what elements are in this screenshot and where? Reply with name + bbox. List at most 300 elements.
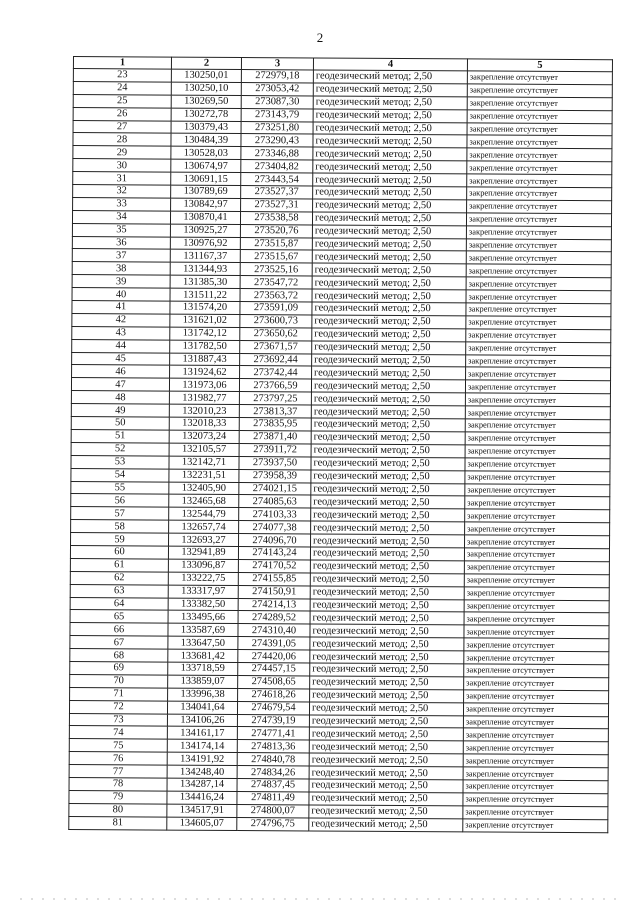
fixation-cell: закрепление отсутствует <box>464 599 609 613</box>
method-cell: геодезический метод; 2,50 <box>309 702 463 716</box>
coordinate-x: 130976,92 <box>170 237 240 250</box>
coordinate-x: 134041,64 <box>167 701 237 714</box>
coordinate-x: 131167,37 <box>170 250 240 263</box>
coordinate-y: 273290,43 <box>241 134 313 147</box>
coordinate-x: 130925,27 <box>170 224 240 237</box>
method-cell: геодезический метод; 2,50 <box>309 792 463 806</box>
fixation-cell: закрепление отсутствует <box>464 587 609 601</box>
coordinate-y: 273515,67 <box>240 250 312 263</box>
point-number: 27 <box>73 120 171 133</box>
fixation-cell: закрепление отсутствует <box>466 277 611 291</box>
coordinate-y: 273797,25 <box>239 392 311 405</box>
method-cell: геодезический метод; 2,50 <box>311 521 465 535</box>
coordinate-x: 134416,24 <box>167 791 237 804</box>
point-number: 66 <box>70 623 168 636</box>
scan-edge-dots <box>0 896 640 902</box>
coordinate-y: 274796,75 <box>237 817 309 830</box>
coordinate-x: 132405,90 <box>169 482 239 495</box>
coordinate-y: 273766,59 <box>239 379 311 392</box>
coordinate-y: 273527,31 <box>241 198 313 211</box>
coordinate-y: 273671,57 <box>240 340 312 353</box>
method-cell: геодезический метод; 2,50 <box>313 122 467 136</box>
fixation-cell: закрепление отсутствует <box>467 71 612 85</box>
coordinate-x: 133587,69 <box>168 623 238 636</box>
coordinate-x: 130484,39 <box>171 134 241 147</box>
coordinate-y: 273527,37 <box>241 186 313 199</box>
column-header-1: 1 <box>73 57 171 70</box>
coordinate-x: 133382,50 <box>168 598 238 611</box>
table-body <box>69 69 613 833</box>
coordinate-x: 130250,01 <box>171 69 241 82</box>
fixation-cell: закрепление отсутствует <box>466 303 611 317</box>
fixation-cell: закрепление отсутствует <box>463 793 608 807</box>
point-number: 52 <box>71 442 169 455</box>
point-number: 65 <box>70 610 168 623</box>
coordinate-x: 133996,38 <box>168 688 238 701</box>
fixation-cell: закрепление отсутствует <box>465 393 610 407</box>
point-number: 74 <box>69 726 167 739</box>
point-number: 33 <box>73 197 171 210</box>
coordinate-y: 274834,26 <box>237 766 309 779</box>
coordinate-y: 274289,52 <box>238 611 310 624</box>
point-number: 40 <box>72 288 170 301</box>
method-cell: геодезический метод; 2,50 <box>312 328 466 342</box>
coordinate-y: 273346,88 <box>241 147 313 160</box>
coordinate-x: 134248,40 <box>167 765 237 778</box>
coordinate-x: 131385,30 <box>170 275 240 288</box>
coordinate-y: 274618,26 <box>238 688 310 701</box>
coordinate-y: 273958,39 <box>239 469 311 482</box>
point-number: 30 <box>73 159 171 172</box>
coordinate-y: 274085,63 <box>239 495 311 508</box>
coordinate-y: 273692,44 <box>240 353 312 366</box>
method-cell: геодезический метод; 2,50 <box>312 250 466 264</box>
coordinate-x: 133859,07 <box>168 675 238 688</box>
point-number: 26 <box>73 107 171 120</box>
coordinate-y: 273591,09 <box>240 302 312 315</box>
coordinate-y: 274391,05 <box>238 637 310 650</box>
fixation-cell: закрепление отсутствует <box>463 754 608 768</box>
fixation-cell: закрепление отсутствует <box>465 535 610 549</box>
method-cell: геодезический метод; 2,50 <box>311 457 465 471</box>
point-number: 42 <box>72 313 170 326</box>
coordinate-x: 132073,24 <box>169 430 239 443</box>
fixation-cell: закрепление отсутствует <box>466 290 611 304</box>
method-cell: геодезический метод; 2,50 <box>310 637 464 651</box>
method-cell: геодезический метод; 2,50 <box>309 818 463 832</box>
fixation-cell: закрепление отсутствует <box>466 329 611 343</box>
coordinate-x: 134106,26 <box>167 714 237 727</box>
fixation-cell: закрепление отсутствует <box>467 135 612 149</box>
coordinate-y: 273087,30 <box>241 95 313 108</box>
coordinate-y: 273525,16 <box>240 263 312 276</box>
coordinate-y: 274840,78 <box>237 753 309 766</box>
fixation-cell: закрепление отсутствует <box>465 522 610 536</box>
coordinate-x: 130379,43 <box>171 121 241 134</box>
coordinate-x: 132941,89 <box>168 546 238 559</box>
coordinate-x: 132018,33 <box>169 417 239 430</box>
coordinate-y: 274143,24 <box>238 546 310 559</box>
method-cell: геодезический метод; 2,50 <box>312 225 466 239</box>
coordinate-y: 273742,44 <box>240 366 312 379</box>
fixation-cell: закрепление отсутствует <box>467 161 612 175</box>
fixation-cell: закрепление отсутствует <box>463 780 608 794</box>
point-number: 78 <box>69 777 167 790</box>
column-header-5: 5 <box>467 59 612 72</box>
point-number: 57 <box>71 507 169 520</box>
method-cell: геодезический метод; 2,50 <box>311 534 465 548</box>
fixation-cell: закрепление отсутствует <box>465 509 610 523</box>
coordinate-x: 133718,59 <box>168 662 238 675</box>
coordinate-x: 131574,20 <box>170 301 240 314</box>
coordinate-y: 274096,70 <box>239 534 311 547</box>
fixation-cell: закрепление отсутствует <box>465 471 610 485</box>
coordinate-x: 133096,87 <box>168 559 238 572</box>
column-header-2: 2 <box>171 57 241 69</box>
coordinate-y: 273538,58 <box>240 211 312 224</box>
method-cell: геодезический метод; 2,50 <box>311 482 465 496</box>
point-number: 55 <box>71 481 169 494</box>
coordinate-y: 274077,38 <box>239 521 311 534</box>
coordinate-y: 274739,19 <box>237 714 309 727</box>
coordinate-y: 273547,72 <box>240 276 312 289</box>
method-cell: геодезический метод; 2,50 <box>309 714 463 728</box>
point-number: 43 <box>72 326 170 339</box>
method-cell: геодезический метод; 2,50 <box>310 676 464 690</box>
point-number: 69 <box>70 661 168 674</box>
table-row <box>69 816 608 832</box>
method-cell: геодезический метод; 2,50 <box>311 508 465 522</box>
coordinate-x: 133495,66 <box>168 610 238 623</box>
coordinate-x: 133681,42 <box>168 649 238 662</box>
method-cell: геодезический метод; 2,50 <box>313 96 467 110</box>
coordinate-y: 273520,76 <box>240 224 312 237</box>
point-number: 77 <box>69 765 167 778</box>
fixation-cell: закрепление отсутствует <box>467 84 612 98</box>
point-number: 80 <box>69 803 167 816</box>
point-number: 67 <box>70 636 168 649</box>
point-number: 64 <box>70 597 168 610</box>
fixation-cell: закрепление отсутствует <box>465 496 610 510</box>
fixation-cell: закрепление отсутствует <box>467 187 612 201</box>
point-number: 34 <box>72 210 170 223</box>
coordinate-y: 273143,79 <box>241 108 313 121</box>
point-number: 50 <box>71 417 169 430</box>
coordinate-y: 273835,95 <box>239 418 311 431</box>
coordinate-y: 273650,62 <box>240 327 312 340</box>
coordinate-x: 134174,14 <box>167 739 237 752</box>
coordinate-x: 134517,91 <box>167 804 237 817</box>
coordinate-x: 130250,10 <box>171 82 241 95</box>
fixation-cell: закрепление отсутствует <box>466 316 611 330</box>
method-cell: геодезический метод; 2,50 <box>309 727 463 741</box>
coordinate-x: 133317,97 <box>168 585 238 598</box>
method-cell: геодезический метод; 2,50 <box>311 392 465 406</box>
method-cell: геодезический метод; 2,50 <box>312 315 466 329</box>
method-cell: геодезический метод; 2,50 <box>310 560 464 574</box>
coordinate-x: 132105,57 <box>169 443 239 456</box>
coordinate-y: 273515,87 <box>240 237 312 250</box>
coordinate-x: 130691,15 <box>171 172 241 185</box>
coordinate-x: 131924,62 <box>170 366 240 379</box>
coordinate-x: 130272,78 <box>171 108 241 121</box>
coordinate-y: 273911,72 <box>239 443 311 456</box>
method-cell: геодезический метод; 2,50 <box>313 70 467 84</box>
coordinate-x: 134605,07 <box>167 817 237 830</box>
coordinate-x: 134161,17 <box>167 727 237 740</box>
method-cell: геодезический метод; 2,50 <box>313 83 467 97</box>
point-number: 60 <box>70 545 168 558</box>
method-cell: геодезический метод; 2,50 <box>312 276 466 290</box>
method-cell: геодезический метод; 2,50 <box>311 470 465 484</box>
point-number: 61 <box>70 558 168 571</box>
coordinate-y: 274310,40 <box>238 624 310 637</box>
fixation-cell: закрепление отсутствует <box>464 561 609 575</box>
method-cell: геодезический метод; 2,50 <box>309 753 463 767</box>
point-number: 54 <box>71 468 169 481</box>
point-number: 53 <box>71 455 169 468</box>
coordinate-x: 132231,51 <box>169 469 239 482</box>
method-cell: геодезический метод; 2,50 <box>311 495 465 509</box>
coordinate-y: 274771,41 <box>237 727 309 740</box>
fixation-cell: закрепление отсутствует <box>464 548 609 562</box>
fixation-cell: закрепление отсутствует <box>465 419 610 433</box>
point-number: 36 <box>72 236 170 249</box>
coordinate-y: 274155,85 <box>238 572 310 585</box>
point-number: 58 <box>71 520 169 533</box>
method-cell: геодезический метод; 2,50 <box>313 109 467 123</box>
fixation-cell: закрепление отсутствует <box>463 819 608 833</box>
fixation-cell: закрепление отсутствует <box>464 574 609 588</box>
coordinate-y: 274420,06 <box>238 650 310 663</box>
coordinate-y: 274214,13 <box>238 598 310 611</box>
point-number: 25 <box>73 94 171 107</box>
coordinate-x: 132010,23 <box>169 404 239 417</box>
method-cell: геодезический метод; 2,50 <box>309 766 463 780</box>
coordinate-y: 274170,52 <box>238 559 310 572</box>
fixation-cell: закрепление отсутствует <box>464 651 609 665</box>
method-cell: геодезический метод; 2,50 <box>310 611 464 625</box>
coordinate-x: 131887,43 <box>170 353 240 366</box>
point-number: 35 <box>72 223 170 236</box>
method-cell: геодезический метод; 2,50 <box>313 160 467 174</box>
point-number: 68 <box>70 649 168 662</box>
coordinate-x: 131973,06 <box>169 378 239 391</box>
coordinate-y: 273871,40 <box>239 430 311 443</box>
fixation-cell: закрепление отсутствует <box>464 625 609 639</box>
point-number: 48 <box>71 391 169 404</box>
method-cell: геодезический метод; 2,50 <box>311 444 465 458</box>
point-number: 29 <box>73 146 171 159</box>
point-number: 51 <box>71 429 169 442</box>
method-cell: геодезический метод; 2,50 <box>310 650 464 664</box>
coordinate-x: 132657,74 <box>169 520 239 533</box>
point-number: 62 <box>70 571 168 584</box>
fixation-cell: закрепление отсутствует <box>465 406 610 420</box>
coordinate-x: 130269,50 <box>171 95 241 108</box>
fixation-cell: закрепление отсутствует <box>467 97 612 111</box>
method-cell: геодезический метод; 2,50 <box>309 805 463 819</box>
coordinate-y: 273404,82 <box>241 160 313 173</box>
coordinate-x: 130870,41 <box>170 211 240 224</box>
method-cell: геодезический метод; 2,50 <box>312 212 466 226</box>
coordinate-x: 133647,50 <box>168 636 238 649</box>
coordinate-x: 131621,02 <box>170 314 240 327</box>
coordinate-x: 131511,22 <box>170 288 240 301</box>
point-number: 45 <box>72 352 170 365</box>
coordinate-y: 274103,33 <box>239 508 311 521</box>
point-number: 39 <box>72 275 170 288</box>
method-cell: геодезический метод; 2,50 <box>312 366 466 380</box>
point-number: 59 <box>71 533 169 546</box>
method-cell: геодезический метод; 2,50 <box>310 663 464 677</box>
column-header-4: 4 <box>313 58 467 71</box>
coordinate-y: 274457,15 <box>238 662 310 675</box>
method-cell: геодезический метод; 2,50 <box>310 573 464 587</box>
point-number: 28 <box>73 133 171 146</box>
fixation-cell: закрепление отсутствует <box>467 122 612 136</box>
method-cell: геодезический метод; 2,50 <box>310 547 464 561</box>
fixation-cell: закрепление отсутствует <box>466 264 611 278</box>
point-number: 46 <box>72 365 170 378</box>
coordinate-y: 274800,07 <box>237 804 309 817</box>
point-number: 75 <box>69 739 167 752</box>
point-number: 49 <box>71 404 169 417</box>
point-number: 41 <box>72 301 170 314</box>
coordinate-y: 273443,54 <box>241 173 313 186</box>
fixation-cell: закрепление отсутствует <box>466 213 611 227</box>
method-cell: геодезический метод; 2,50 <box>310 689 464 703</box>
coordinate-x: 131742,12 <box>170 327 240 340</box>
coordinate-y: 273251,80 <box>241 121 313 134</box>
coordinate-y: 273937,50 <box>239 456 311 469</box>
method-cell: геодезический метод; 2,50 <box>312 263 466 277</box>
point-number: 73 <box>69 713 167 726</box>
method-cell: геодезический метод; 2,50 <box>311 405 465 419</box>
fixation-cell: закрепление отсутствует <box>466 342 611 356</box>
method-cell: геодезический метод; 2,50 <box>312 289 466 303</box>
coordinates-table <box>68 56 613 833</box>
coordinate-x: 130528,03 <box>171 146 241 159</box>
coordinate-y: 274837,45 <box>237 779 309 792</box>
fixation-cell: закрепление отсутствует <box>467 148 612 162</box>
coordinate-x: 130842,97 <box>171 198 241 211</box>
method-cell: геодезический метод; 2,50 <box>313 173 467 187</box>
fixation-cell: закрепление отсутствует <box>465 458 610 472</box>
coordinate-y: 273563,72 <box>240 289 312 302</box>
method-cell: геодезический метод; 2,50 <box>313 134 467 148</box>
coordinate-y: 274813,36 <box>237 740 309 753</box>
point-number: 38 <box>72 262 170 275</box>
fixation-cell: закрепление отсутствует <box>466 354 611 368</box>
coordinate-x: 130674,97 <box>171 159 241 172</box>
fixation-cell: закрепление отсутствует <box>466 251 611 265</box>
coordinate-y: 273813,37 <box>239 405 311 418</box>
fixation-cell: закрепление отсутствует <box>466 238 611 252</box>
method-cell: геодезический метод; 2,50 <box>311 418 465 432</box>
point-number: 23 <box>73 69 171 82</box>
point-number: 76 <box>69 752 167 765</box>
method-cell: геодезический метод; 2,50 <box>309 779 463 793</box>
coordinate-y: 274508,65 <box>238 675 310 688</box>
point-number: 63 <box>70 584 168 597</box>
fixation-cell: закрепление отсутствует <box>467 174 612 188</box>
point-number: 31 <box>73 172 171 185</box>
page-number: 2 <box>316 30 324 45</box>
fixation-cell: закрепление отсутствует <box>463 703 608 717</box>
method-cell: геодезический метод; 2,50 <box>311 431 465 445</box>
point-number: 70 <box>70 674 168 687</box>
fixation-cell: закрепление отсутствует <box>464 677 609 691</box>
point-number: 24 <box>73 81 171 94</box>
point-number: 81 <box>69 816 167 829</box>
coordinate-x: 130789,69 <box>171 185 241 198</box>
method-cell: геодезический метод; 2,50 <box>312 302 466 316</box>
method-cell: геодезический метод; 2,50 <box>310 586 464 600</box>
fixation-cell: закрепление отсутствует <box>464 612 609 626</box>
coordinate-x: 134287,14 <box>167 778 237 791</box>
fixation-cell: закрепление отсутствует <box>466 367 611 381</box>
method-cell: геодезический метод; 2,50 <box>310 624 464 638</box>
coordinate-x: 132142,71 <box>169 456 239 469</box>
fixation-cell: закрепление отсутствует <box>463 741 608 755</box>
fixation-cell: закрепление отсутствует <box>466 226 611 240</box>
coordinate-x: 134191,92 <box>167 752 237 765</box>
coordinate-x: 132544,79 <box>169 507 239 520</box>
coordinate-x: 131344,93 <box>170 262 240 275</box>
coordinate-y: 274150,91 <box>238 585 310 598</box>
coordinate-y: 274021,15 <box>239 482 311 495</box>
point-number: 32 <box>73 185 171 198</box>
coordinate-y: 273600,73 <box>240 314 312 327</box>
method-cell: геодезический метод; 2,50 <box>309 740 463 754</box>
coordinate-y: 272979,18 <box>241 70 313 83</box>
fixation-cell: закрепление отсутствует <box>463 806 608 820</box>
method-cell: геодезический метод; 2,50 <box>312 354 466 368</box>
method-cell: геодезический метод; 2,50 <box>312 341 466 355</box>
fixation-cell: закрепление отсутствует <box>464 690 609 704</box>
point-number: 37 <box>72 249 170 262</box>
fixation-cell: закрепление отсутствует <box>465 445 610 459</box>
column-header-3: 3 <box>241 58 313 70</box>
method-cell: геодезический метод; 2,50 <box>310 598 464 612</box>
fixation-cell: закрепление отсутствует <box>463 715 608 729</box>
fixation-cell: закрепление отсутствует <box>463 767 608 781</box>
method-cell: геодезический метод; 2,50 <box>313 186 467 200</box>
method-cell: геодезический метод; 2,50 <box>313 147 467 161</box>
fixation-cell: закрепление отсутствует <box>464 664 609 678</box>
coordinate-x: 132465,68 <box>169 494 239 507</box>
coordinate-y: 274679,54 <box>237 701 309 714</box>
point-number: 72 <box>69 700 167 713</box>
coordinate-y: 274811,49 <box>237 791 309 804</box>
point-number: 71 <box>70 687 168 700</box>
fixation-cell: закрепление отсутствует <box>465 483 610 497</box>
coordinate-x: 131782,50 <box>170 340 240 353</box>
fixation-cell: закрепление отсутствует <box>465 432 610 446</box>
method-cell: геодезический метод; 2,50 <box>313 199 467 213</box>
coordinate-x: 132693,27 <box>169 533 239 546</box>
point-number: 47 <box>71 378 169 391</box>
method-cell: геодезический метод; 2,50 <box>312 238 466 252</box>
point-number: 56 <box>71 494 169 507</box>
fixation-cell: закрепление отсутствует <box>467 200 612 214</box>
coordinate-y: 273053,42 <box>241 82 313 95</box>
method-cell: геодезический метод; 2,50 <box>311 379 465 393</box>
fixation-cell: закрепление отсутствует <box>467 110 612 124</box>
fixation-cell: закрепление отсутствует <box>464 638 609 652</box>
coordinate-x: 131982,77 <box>169 391 239 404</box>
